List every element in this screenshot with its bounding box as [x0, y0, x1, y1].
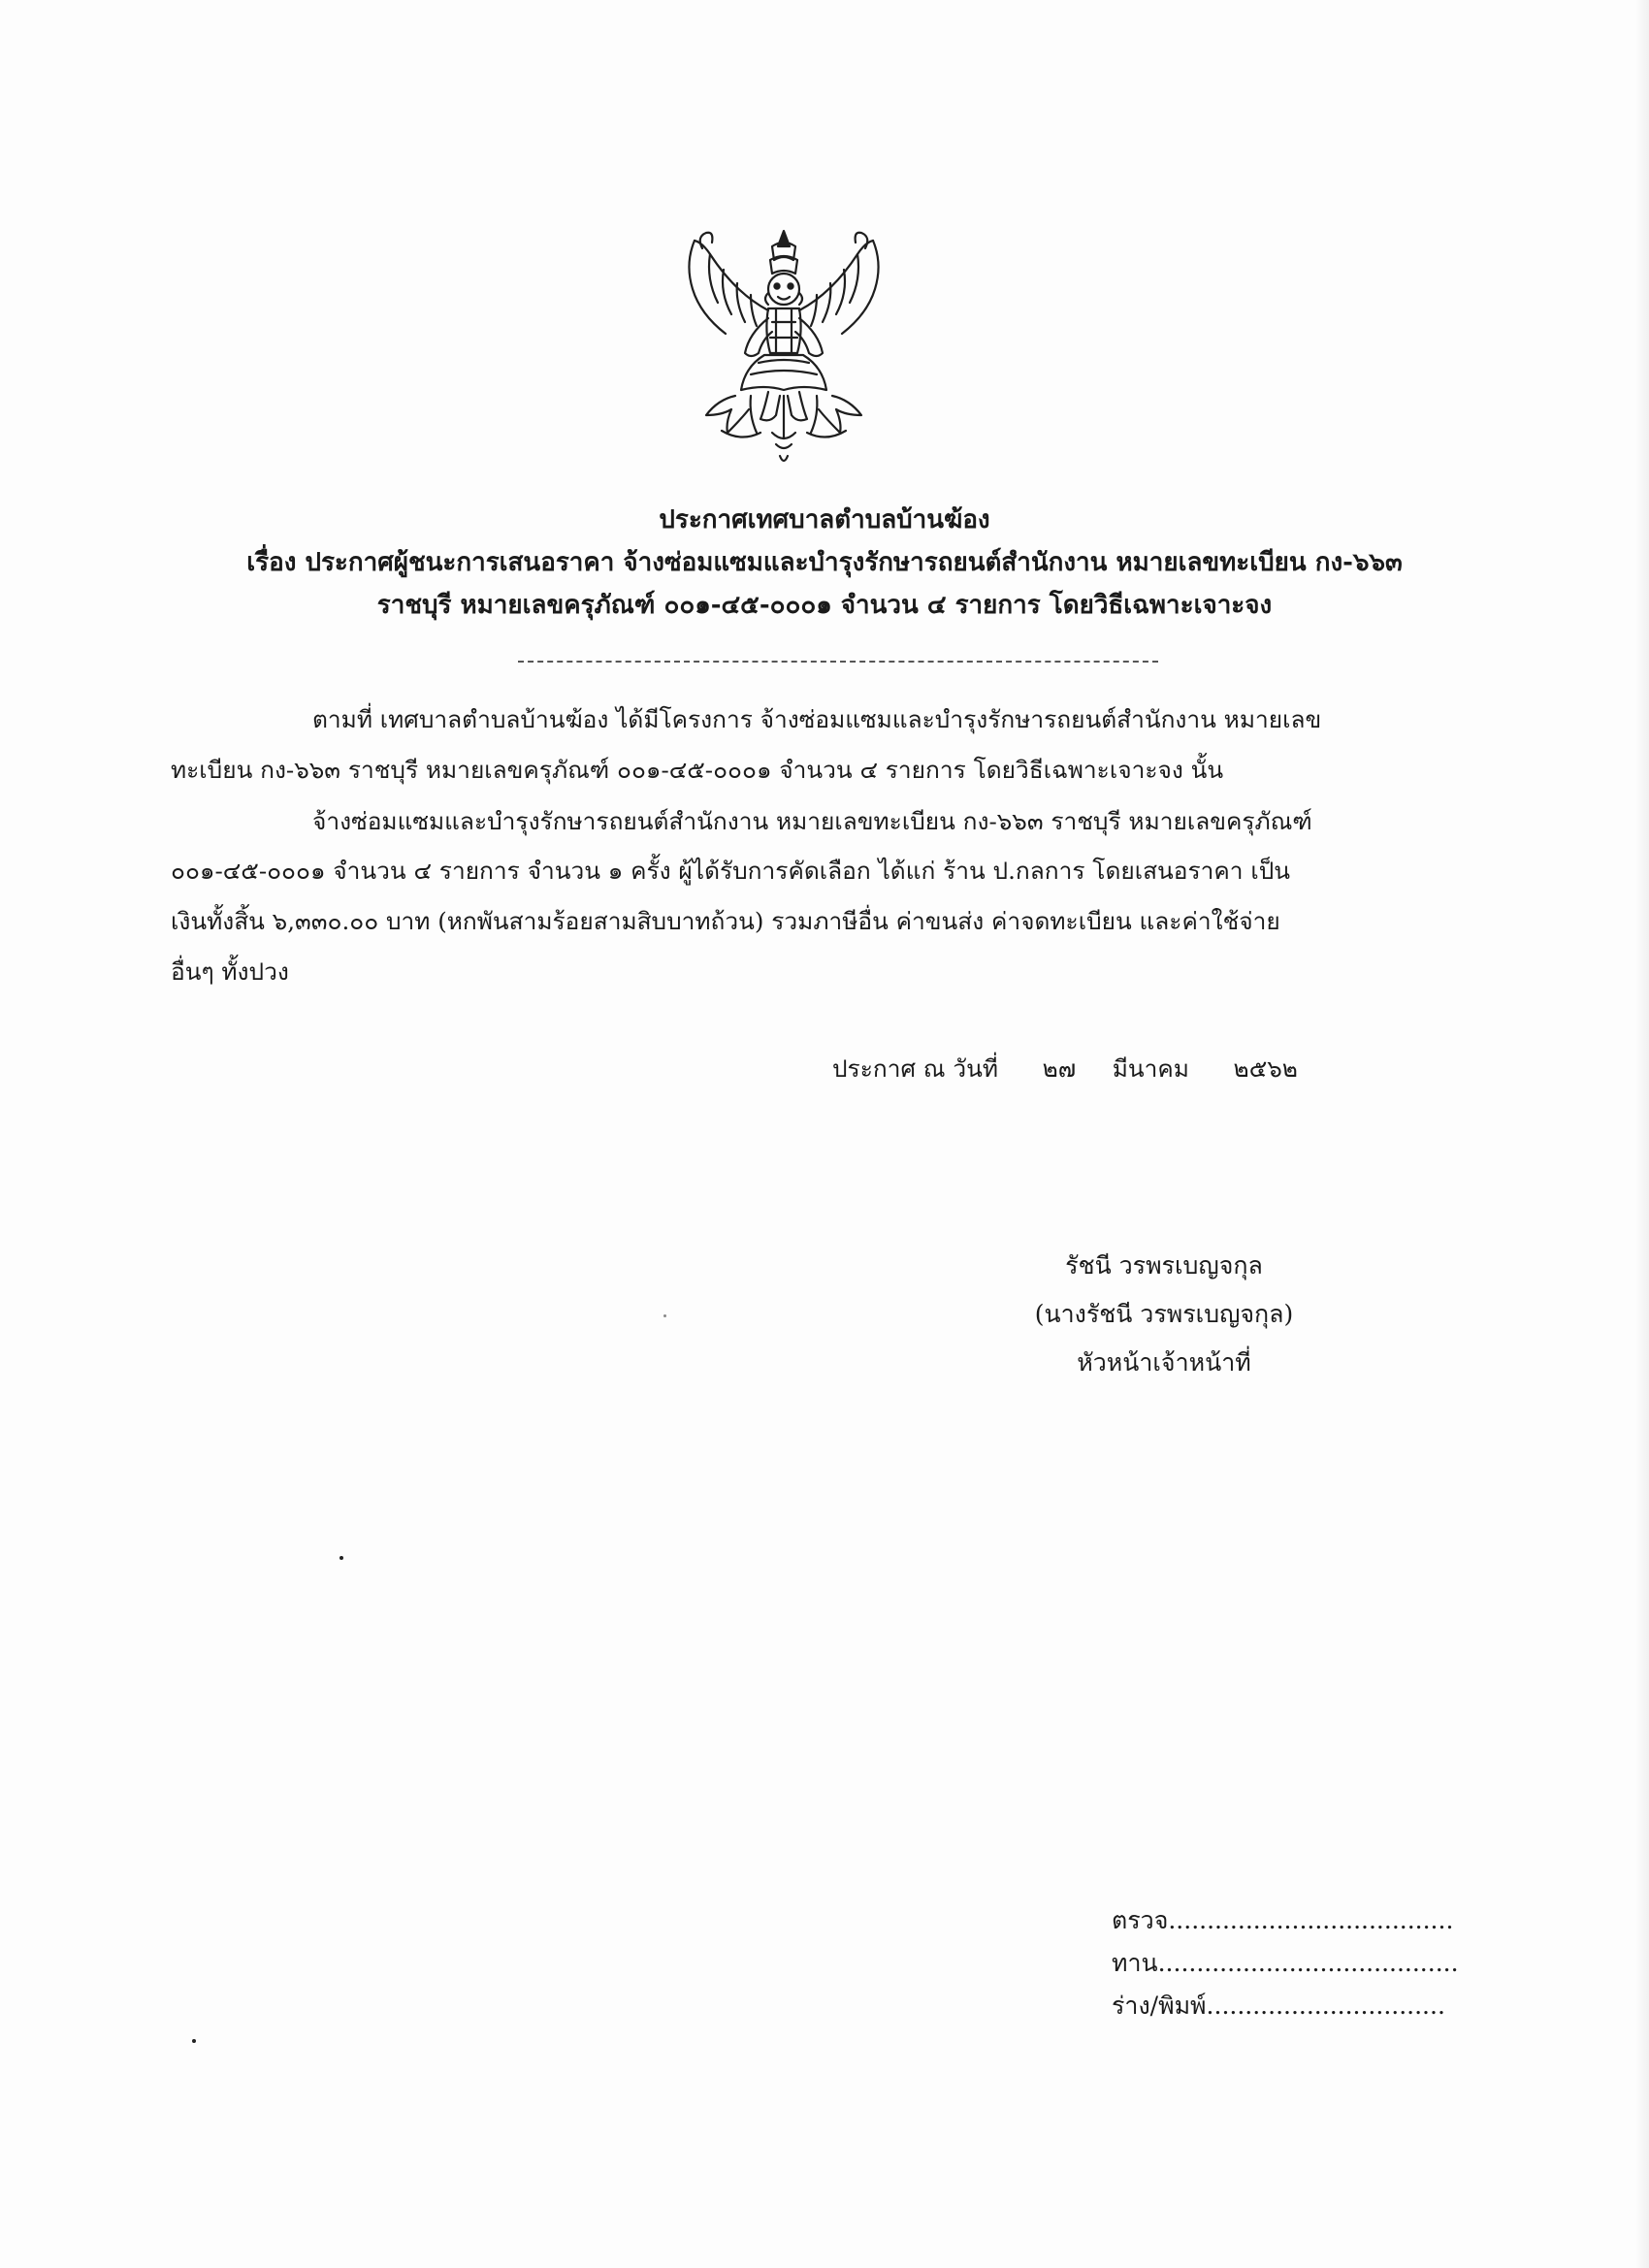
announcement-title-block: [0, 499, 1649, 627]
para1-line1: ตามที่ เทศบาลตำบลบ้านฆ้อง ได้มีโครงการ จ้างซ่อมแซมและบำรุงรักษารถยนต์สำนักงาน หมายเลข: [312, 705, 1322, 733]
subject-line-1: เรื่อง ประกาศผู้ชนะการเสนอราคา จ้างซ่อมแซมและบำรุงรักษารถยนต์สำนักงาน หมายเลขทะเบียน กง-๖๖๓: [246, 548, 1403, 577]
para2-line2: ๐๐๑-๔๕-๐๐๐๑ จำนวน ๔ รายการ จำนวน ๑ ครั้ง ผู้ได้รับการคัดเลือก ได้แก่ ร้าน ป.กลการ โดยเสนอราคา เป็น: [171, 857, 1291, 885]
check-dots: .....................................: [1168, 1906, 1454, 1934]
announce-date: [832, 1050, 1298, 1087]
check-row-review: [1112, 1942, 1459, 1985]
check-label: ทาน: [1112, 1949, 1158, 1977]
signed-name: รัชนี วรพรเบญจกุล: [1065, 1251, 1263, 1280]
title-divider: [518, 661, 1158, 663]
printed-name: (นางรัชนี วรพรเบญจกุล): [1034, 1300, 1294, 1328]
check-row-verify: [1112, 1899, 1459, 1942]
para1-line2: ทะเบียน กง-๖๖๓ ราชบุรี หมายเลขครุภัณฑ์ ๐๐๑-๔๕-๐๐๐๑ จำนวน ๔ รายการ โดยวิธีเฉพาะเจาะจง นั้น: [171, 756, 1224, 784]
org-title: ประกาศเทศบาลตำบลบ้านฆ้อง: [659, 505, 990, 535]
check-row-draft: [1112, 1985, 1459, 2027]
scan-speck: [663, 1314, 666, 1317]
para2-line1: จ้างซ่อมแซมและบำรุงรักษารถยนต์สำนักงาน หมายเลขทะเบียน กง-๖๖๓ ราชบุรี หมายเลขครุภัณฑ์: [312, 807, 1312, 835]
check-dots: ...............................: [1206, 1992, 1445, 2020]
announce-date-day: ๒๗: [1042, 1054, 1077, 1083]
signer-position: หัวหน้าเจ้าหน้าที่: [1077, 1348, 1251, 1377]
check-label: ตรวจ: [1112, 1906, 1169, 1934]
para2-line3: เงินทั้งสิ้น ๖,๓๓๐.๐๐ บาท (หกพันสามร้อยสามสิบบาทถ้วน) รวมภาษีอื่น ค่าขนส่ง ค่าจดทะเบียน และค่าใช้จ่าย: [171, 907, 1280, 935]
announce-date-year: ๒๕๖๒: [1233, 1054, 1298, 1083]
para2-line4: อื่นๆ ทั้งปวง: [171, 957, 289, 986]
scan-speck: [192, 2039, 196, 2043]
check-block: [1112, 1899, 1459, 2027]
check-label: ร่าง/พิมพ์: [1112, 1992, 1207, 2020]
check-dots: .......................................: [1157, 1949, 1459, 1977]
scan-speck: [340, 1556, 343, 1560]
signature-block: [970, 1242, 1358, 1387]
announce-date-month: มีนาคม: [1112, 1054, 1189, 1083]
subject-line-2: ราชบุรี หมายเลขครุภัณฑ์ ๐๐๑-๔๕-๐๐๐๑ จำนวน ๔ รายการ โดยวิธีเฉพาะเจาะจง: [376, 591, 1273, 620]
announce-date-prefix: ประกาศ ณ วันที่: [832, 1054, 998, 1083]
garuda-emblem-icon: [667, 225, 900, 470]
page-edge-shadow: [1635, 0, 1649, 2268]
